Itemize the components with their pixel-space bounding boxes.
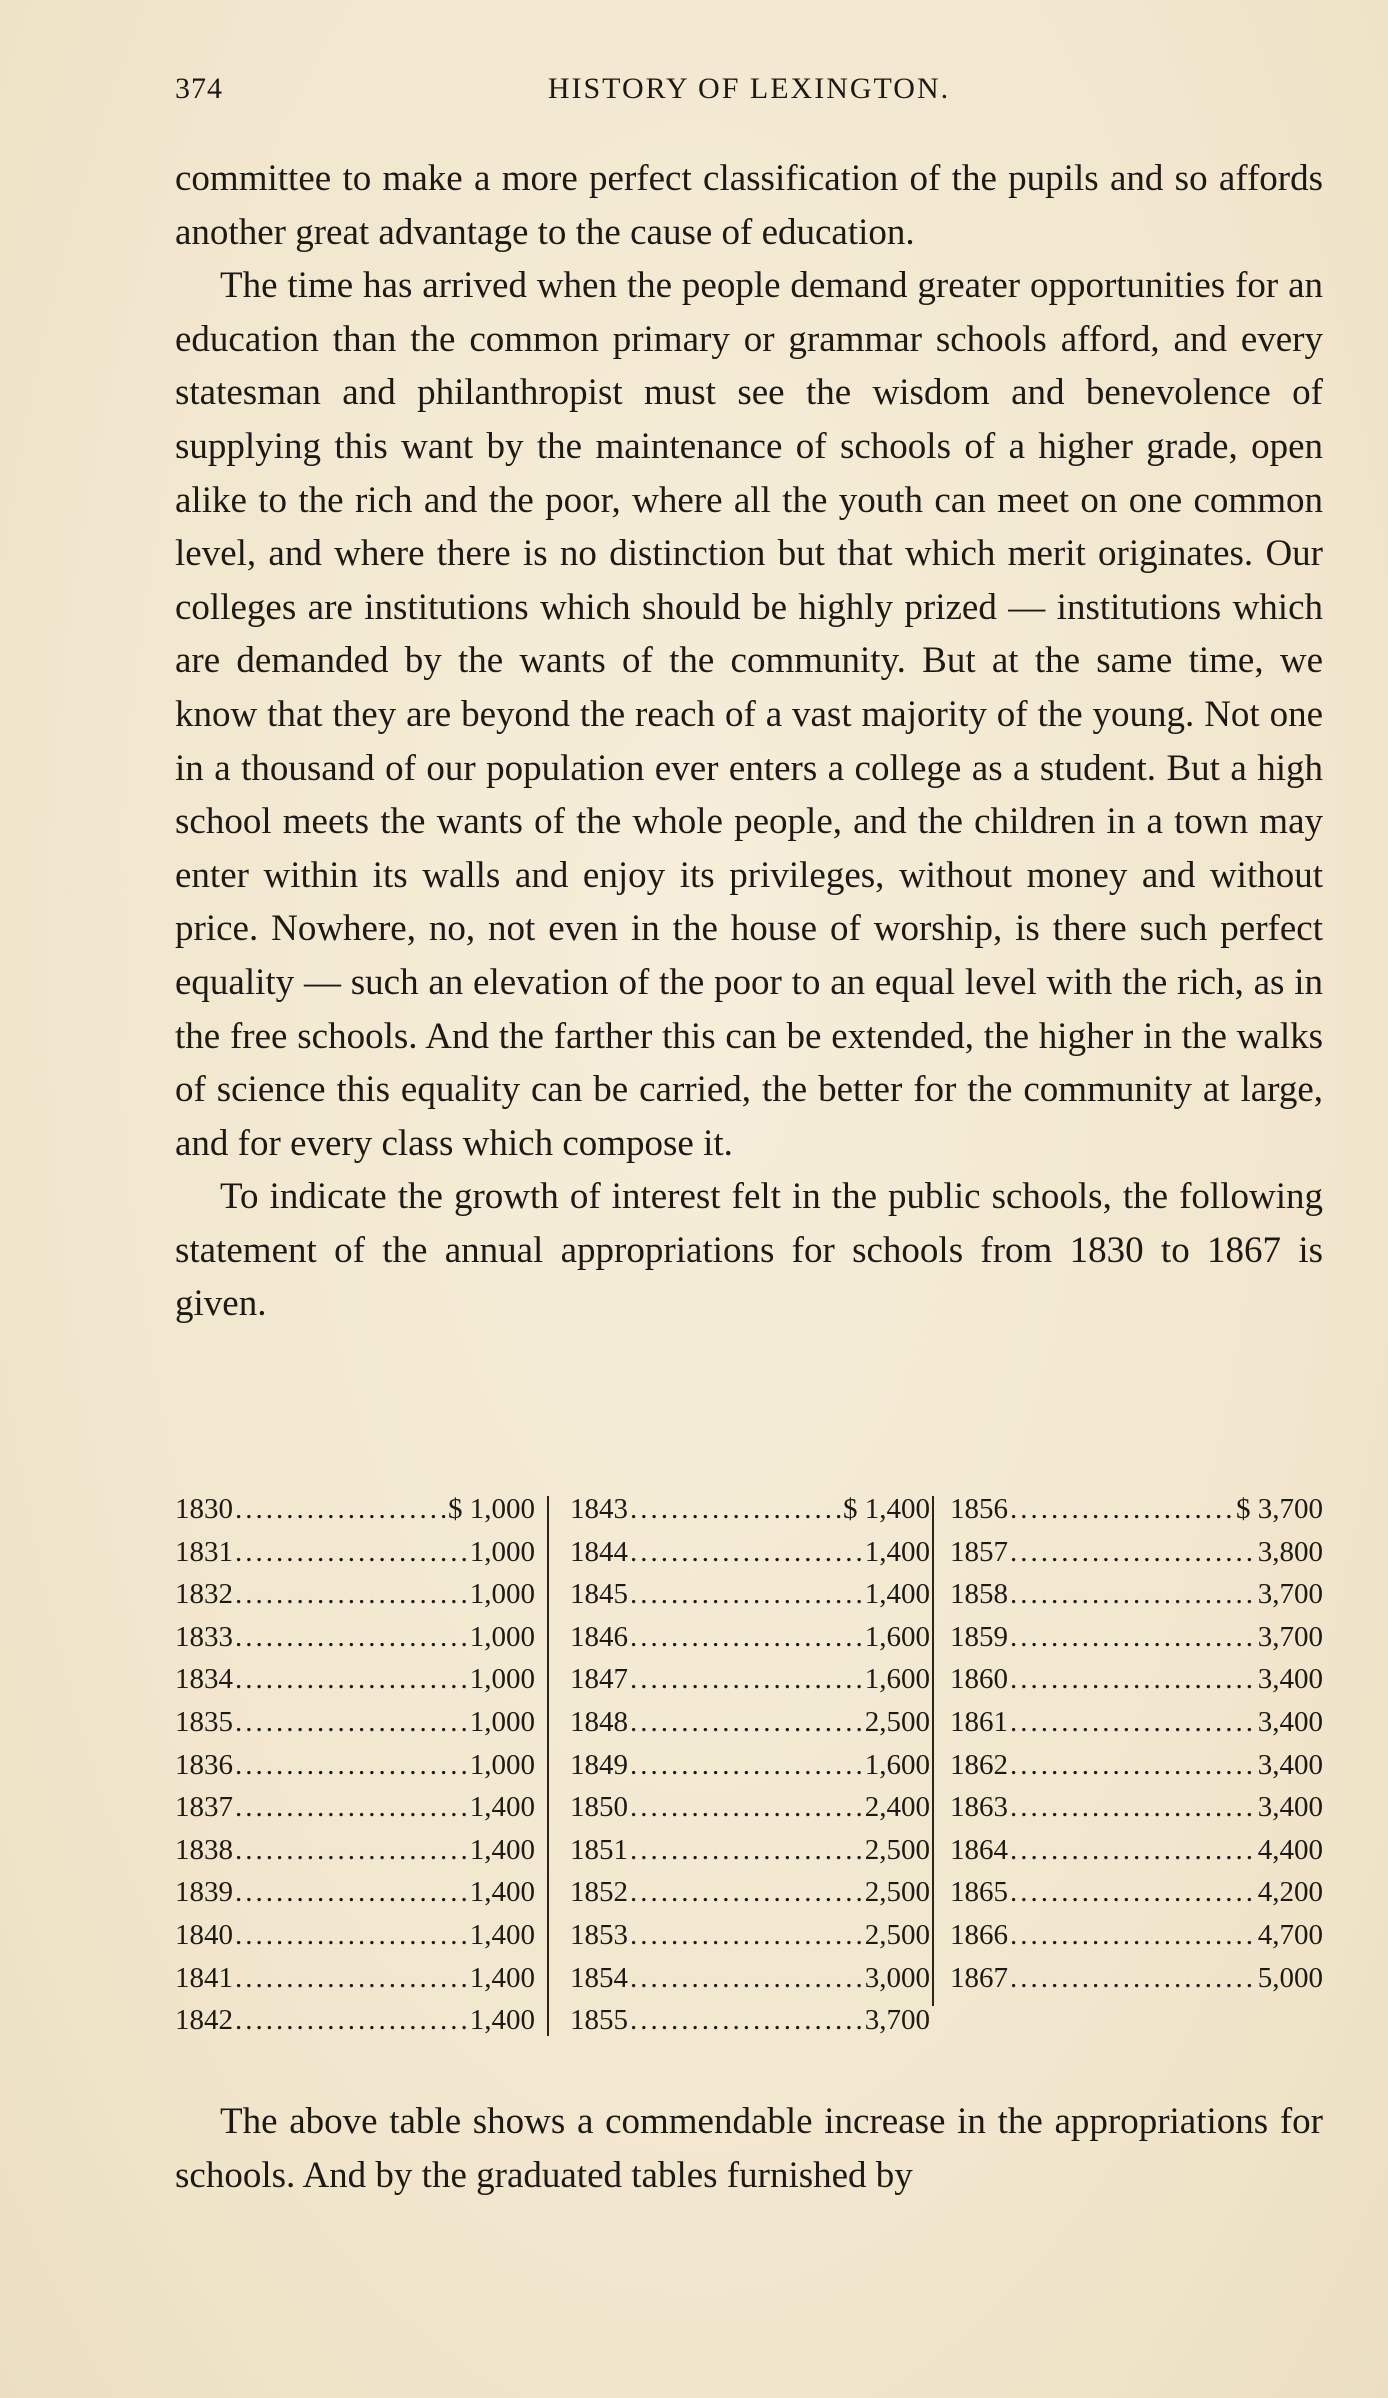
amount: 1,600 <box>864 1620 930 1653</box>
year: 1834 <box>175 1663 233 1696</box>
year: 1855 <box>570 2004 628 2037</box>
paragraph-high-schools: The time has arrived when the people demand greater opportunities for an education than the common primary or grammar schools afford, and every statesman and philanthropist must see the wisdom and benevolence of supplying this want by the maintenance of schools of a higher grade, open alike to the rich and the poor, where all the youth can meet on one common level, and where there is no distinction but that which merit originates. Our colleges are institutions which should be highly prized — institutions which are demanded by the wants of the community. But at the same time, we know that they are beyond the reach of a vast majority of the young. Not one in a thousand of our population ever enters a college as a student. But a high school meets the wants of the whole people, and the children in a town may enter within its walls and enjoy its privileges, without money and without price. Nowhere, no, not even in the house of worship, is there such perfect equality — such an elevation of the poor to an equal level with the rich, as in the free schools. And the farther this can be extended, the higher in the walks of science this equality can be carried, the better for the community at large, and for every class which compose it. <box>175 265 1323 1164</box>
year: 1844 <box>570 1535 628 1568</box>
year: 1835 <box>175 1705 233 1738</box>
dot-leader <box>630 1531 863 1574</box>
year: 1850 <box>570 1791 628 1824</box>
amount: 1,000 <box>469 1578 535 1611</box>
year: 1857 <box>950 1535 1008 1568</box>
page-number: 374 <box>175 72 223 105</box>
year: 1864 <box>950 1833 1008 1866</box>
dot-leader <box>630 1957 863 2000</box>
amount: 2,500 <box>864 1918 930 1951</box>
dot-leader <box>630 1488 841 1531</box>
year: 1840 <box>175 1918 233 1951</box>
year: 1866 <box>950 1918 1008 1951</box>
appropriation-row <box>570 1616 930 1659</box>
appropriation-row <box>570 1829 930 1872</box>
dot-leader <box>1010 1616 1256 1659</box>
appropriation-row <box>175 1914 535 1957</box>
appropriation-row <box>570 1701 930 1744</box>
year: 1837 <box>175 1791 233 1824</box>
year: 1858 <box>950 1578 1008 1611</box>
appropriation-row <box>175 1871 535 1914</box>
amount: 4,200 <box>1257 1876 1323 1909</box>
appropriations-column-2 <box>570 1488 930 2042</box>
dot-leader <box>1010 1829 1256 1872</box>
amount: 3,700 <box>864 2004 930 2037</box>
dot-leader <box>235 1531 468 1574</box>
amount: 1,400 <box>469 1918 535 1951</box>
amount: 1,000 <box>469 1663 535 1696</box>
appropriation-row <box>175 1786 535 1829</box>
dot-leader <box>1010 1786 1256 1829</box>
running-title: HISTORY OF LEXINGTON. <box>547 72 951 105</box>
dot-leader <box>630 1744 863 1787</box>
paragraph-appropriations-intro: To indicate the growth of interest felt in the public schools, the following statement of the annual appropriations for schools from 1830 to 1867 is given. <box>175 1176 1323 1325</box>
dot-leader <box>1010 1957 1256 2000</box>
appropriation-row <box>570 1786 930 1829</box>
amount: 1,400 <box>864 1535 930 1568</box>
dot-leader <box>630 1701 863 1744</box>
year: 1852 <box>570 1876 628 1909</box>
dot-leader <box>630 1573 863 1616</box>
amount: 2,500 <box>864 1705 930 1738</box>
appropriation-row <box>175 1658 535 1701</box>
appropriation-row <box>950 1914 1323 1957</box>
amount: 1,600 <box>864 1748 930 1781</box>
year: 1849 <box>570 1748 628 1781</box>
appropriation-row <box>950 1616 1323 1659</box>
appropriation-row <box>950 1573 1323 1616</box>
amount: 2,500 <box>864 1876 930 1909</box>
year: 1832 <box>175 1578 233 1611</box>
appropriation-row <box>950 1488 1323 1531</box>
year: 1845 <box>570 1578 628 1611</box>
amount: 2,400 <box>864 1791 930 1824</box>
year: 1862 <box>950 1748 1008 1781</box>
appropriations-column-1 <box>175 1488 535 2042</box>
year: 1865 <box>950 1876 1008 1909</box>
dot-leader <box>630 1871 863 1914</box>
dot-leader <box>235 1829 468 1872</box>
dot-leader <box>630 1786 863 1829</box>
appropriation-row <box>570 1999 930 2042</box>
amount: 4,700 <box>1257 1918 1323 1951</box>
dot-leader <box>235 1744 468 1787</box>
year: 1863 <box>950 1791 1008 1824</box>
amount: 4,400 <box>1257 1833 1323 1866</box>
dot-leader <box>235 1871 468 1914</box>
amount: $ 3,700 <box>1236 1493 1323 1525</box>
amount: 1,400 <box>469 1876 535 1909</box>
body-text <box>175 152 1323 1331</box>
appropriation-row <box>175 1999 535 2042</box>
dot-leader <box>1010 1744 1256 1787</box>
dot-leader <box>235 1914 468 1957</box>
year: 1848 <box>570 1705 628 1738</box>
appropriation-row <box>175 1573 535 1616</box>
paragraph-continued: committee to make a more perfect classification of the pupils and so affords another great advantage to the cause of education. <box>175 158 1323 253</box>
appropriation-row <box>570 1871 930 1914</box>
column-divider <box>547 1496 549 2036</box>
amount: 2,500 <box>864 1833 930 1866</box>
appropriation-row <box>175 1744 535 1787</box>
year: 1854 <box>570 1961 628 1994</box>
appropriation-row <box>570 1488 930 1531</box>
dot-leader <box>1010 1573 1256 1616</box>
year: 1853 <box>570 1918 628 1951</box>
year: 1847 <box>570 1663 628 1696</box>
amount: 1,000 <box>469 1748 535 1781</box>
appropriation-row <box>950 1658 1323 1701</box>
amount: 3,400 <box>1257 1791 1323 1824</box>
paragraph-closing: The above table shows a commendable increase in the appropriations for schools. And by the graduated tables furnished by <box>175 2101 1323 2196</box>
dot-leader <box>235 1616 468 1659</box>
dot-leader <box>630 1999 863 2042</box>
dot-leader <box>630 1829 863 1872</box>
appropriation-row <box>175 1531 535 1574</box>
appropriation-row <box>950 1829 1323 1872</box>
amount: 1,400 <box>469 1961 535 1994</box>
appropriation-row <box>175 1829 535 1872</box>
dot-leader <box>235 1701 468 1744</box>
appropriation-row <box>570 1957 930 2000</box>
dot-leader <box>1010 1488 1234 1531</box>
year: 1831 <box>175 1535 233 1568</box>
appropriations-table <box>175 1488 1323 2058</box>
dot-leader <box>1010 1701 1256 1744</box>
dot-leader <box>1010 1914 1256 1957</box>
amount: 1,000 <box>469 1620 535 1653</box>
appropriation-row <box>570 1531 930 1574</box>
year: 1856 <box>950 1493 1008 1525</box>
year: 1843 <box>570 1493 628 1525</box>
year: 1838 <box>175 1833 233 1866</box>
amount: 3,700 <box>1257 1620 1323 1653</box>
appropriation-row <box>950 1531 1323 1574</box>
appropriation-row <box>950 1701 1323 1744</box>
amount: 1,000 <box>469 1535 535 1568</box>
amount: 1,400 <box>469 1791 535 1824</box>
dot-leader <box>235 1573 468 1616</box>
dot-leader <box>1010 1658 1256 1701</box>
appropriation-row <box>570 1744 930 1787</box>
amount: $ 1,400 <box>843 1493 930 1525</box>
year: 1839 <box>175 1876 233 1909</box>
year: 1861 <box>950 1705 1008 1738</box>
amount: 1,400 <box>864 1578 930 1611</box>
appropriation-row <box>570 1914 930 1957</box>
dot-leader <box>235 1957 468 2000</box>
year: 1836 <box>175 1748 233 1781</box>
appropriation-row <box>950 1786 1323 1829</box>
amount: 3,700 <box>1257 1578 1323 1611</box>
dot-leader <box>235 1658 468 1701</box>
appropriation-row <box>175 1616 535 1659</box>
year: 1833 <box>175 1620 233 1653</box>
dot-leader <box>235 1786 468 1829</box>
year: 1830 <box>175 1493 233 1525</box>
dot-leader <box>235 1488 446 1531</box>
amount: 3,400 <box>1257 1748 1323 1781</box>
year: 1851 <box>570 1833 628 1866</box>
appropriation-row <box>570 1658 930 1701</box>
amount: 3,800 <box>1257 1535 1323 1568</box>
year: 1867 <box>950 1961 1008 1994</box>
year: 1846 <box>570 1620 628 1653</box>
dot-leader <box>630 1914 863 1957</box>
appropriation-row <box>950 1957 1323 2000</box>
dot-leader <box>1010 1871 1256 1914</box>
year: 1859 <box>950 1620 1008 1653</box>
appropriation-row <box>950 1744 1323 1787</box>
amount: $ 1,000 <box>448 1493 535 1525</box>
year: 1841 <box>175 1961 233 1994</box>
amount: 1,600 <box>864 1663 930 1696</box>
appropriation-row <box>175 1701 535 1744</box>
amount: 1,400 <box>469 2004 535 2037</box>
amount: 1,000 <box>469 1705 535 1738</box>
amount: 5,000 <box>1257 1961 1323 1994</box>
column-divider <box>932 1496 934 2006</box>
year: 1842 <box>175 2004 233 2037</box>
amount: 3,000 <box>864 1961 930 1994</box>
dot-leader <box>1010 1531 1256 1574</box>
appropriation-row <box>570 1573 930 1616</box>
dot-leader <box>630 1658 863 1701</box>
dot-leader <box>235 1999 468 2042</box>
amount: 3,400 <box>1257 1705 1323 1738</box>
amount: 1,400 <box>469 1833 535 1866</box>
appropriation-row <box>175 1957 535 2000</box>
appropriation-row <box>950 1871 1323 1914</box>
closing-text <box>175 2095 1323 2202</box>
dot-leader <box>630 1616 863 1659</box>
page-header <box>175 72 1323 112</box>
year: 1860 <box>950 1663 1008 1696</box>
appropriations-column-3 <box>950 1488 1323 1999</box>
amount: 3,400 <box>1257 1663 1323 1696</box>
appropriation-row <box>175 1488 535 1531</box>
